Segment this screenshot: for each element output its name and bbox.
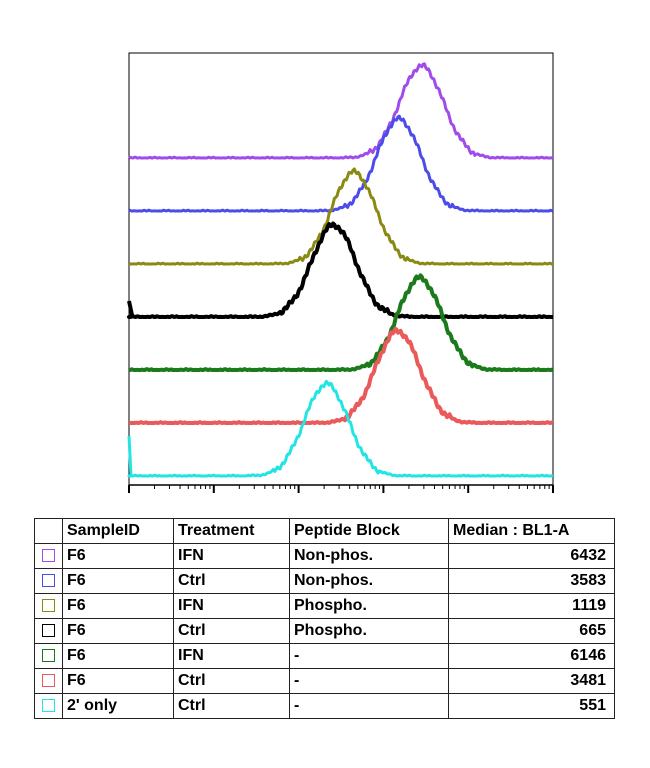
series-trace <box>129 329 553 423</box>
legend-swatch <box>42 699 55 712</box>
series-trace <box>129 64 553 158</box>
legend-swatch-cell <box>35 619 63 644</box>
cell-sampleid: 2' only <box>63 694 174 719</box>
cell-peptide-block: Phospho. <box>290 594 449 619</box>
cell-treatment: IFN <box>174 594 290 619</box>
legend-swatch <box>42 599 55 612</box>
legend-swatch <box>42 624 55 637</box>
legend-swatch <box>42 649 55 662</box>
series-trace <box>129 116 553 211</box>
header-corner-cell <box>35 519 63 544</box>
legend-swatch <box>42 674 55 687</box>
cell-median: 551 <box>449 694 615 719</box>
legend-swatch-cell <box>35 694 63 719</box>
table-row <box>35 669 615 694</box>
header-sampleid: SampleID <box>63 519 174 544</box>
cell-treatment: Ctrl <box>174 694 290 719</box>
cell-median: 665 <box>449 619 615 644</box>
table-header-row <box>35 519 615 544</box>
legend-swatch-cell <box>35 544 63 569</box>
series-trace <box>129 224 553 318</box>
legend-swatch-cell <box>35 669 63 694</box>
table-row <box>35 569 615 594</box>
series-trace <box>129 275 553 370</box>
cell-treatment: Ctrl <box>174 669 290 694</box>
legend-table <box>34 518 615 719</box>
legend-swatch-cell <box>35 569 63 594</box>
header-median: Median : BL1-A <box>449 519 615 544</box>
cell-peptide-block: - <box>290 644 449 669</box>
table-row <box>35 619 615 644</box>
cell-median: 3583 <box>449 569 615 594</box>
series-trace <box>129 169 553 264</box>
cell-treatment: Ctrl <box>174 569 290 594</box>
cell-peptide-block: Phospho. <box>290 619 449 644</box>
legend-swatch <box>42 549 55 562</box>
cell-treatment: Ctrl <box>174 619 290 644</box>
table-body <box>35 544 615 719</box>
cell-treatment: IFN <box>174 644 290 669</box>
x-axis <box>129 485 553 493</box>
cell-sampleid: F6 <box>63 644 174 669</box>
cell-median: 3481 <box>449 669 615 694</box>
legend-swatch <box>42 574 55 587</box>
cell-sampleid: F6 <box>63 569 174 594</box>
cell-peptide-block: Non-phos. <box>290 569 449 594</box>
cell-peptide-block: - <box>290 669 449 694</box>
cell-median: 6146 <box>449 644 615 669</box>
cell-peptide-block: - <box>290 694 449 719</box>
legend-swatch-cell <box>35 644 63 669</box>
table-row <box>35 544 615 569</box>
cell-treatment: IFN <box>174 544 290 569</box>
cell-peptide-block: Non-phos. <box>290 544 449 569</box>
cell-sampleid: F6 <box>63 544 174 569</box>
cell-sampleid: F6 <box>63 619 174 644</box>
header-peptide-block: Peptide Block <box>290 519 449 544</box>
cell-median: 6432 <box>449 544 615 569</box>
table-row <box>35 644 615 669</box>
cell-median: 1119 <box>449 594 615 619</box>
table-row <box>35 594 615 619</box>
header-treatment: Treatment <box>174 519 290 544</box>
legend-swatch-cell <box>35 594 63 619</box>
cell-sampleid: F6 <box>63 594 174 619</box>
histogram-traces <box>129 64 553 476</box>
table-row <box>35 694 615 719</box>
series-trace <box>129 381 553 476</box>
cell-sampleid: F6 <box>63 669 174 694</box>
